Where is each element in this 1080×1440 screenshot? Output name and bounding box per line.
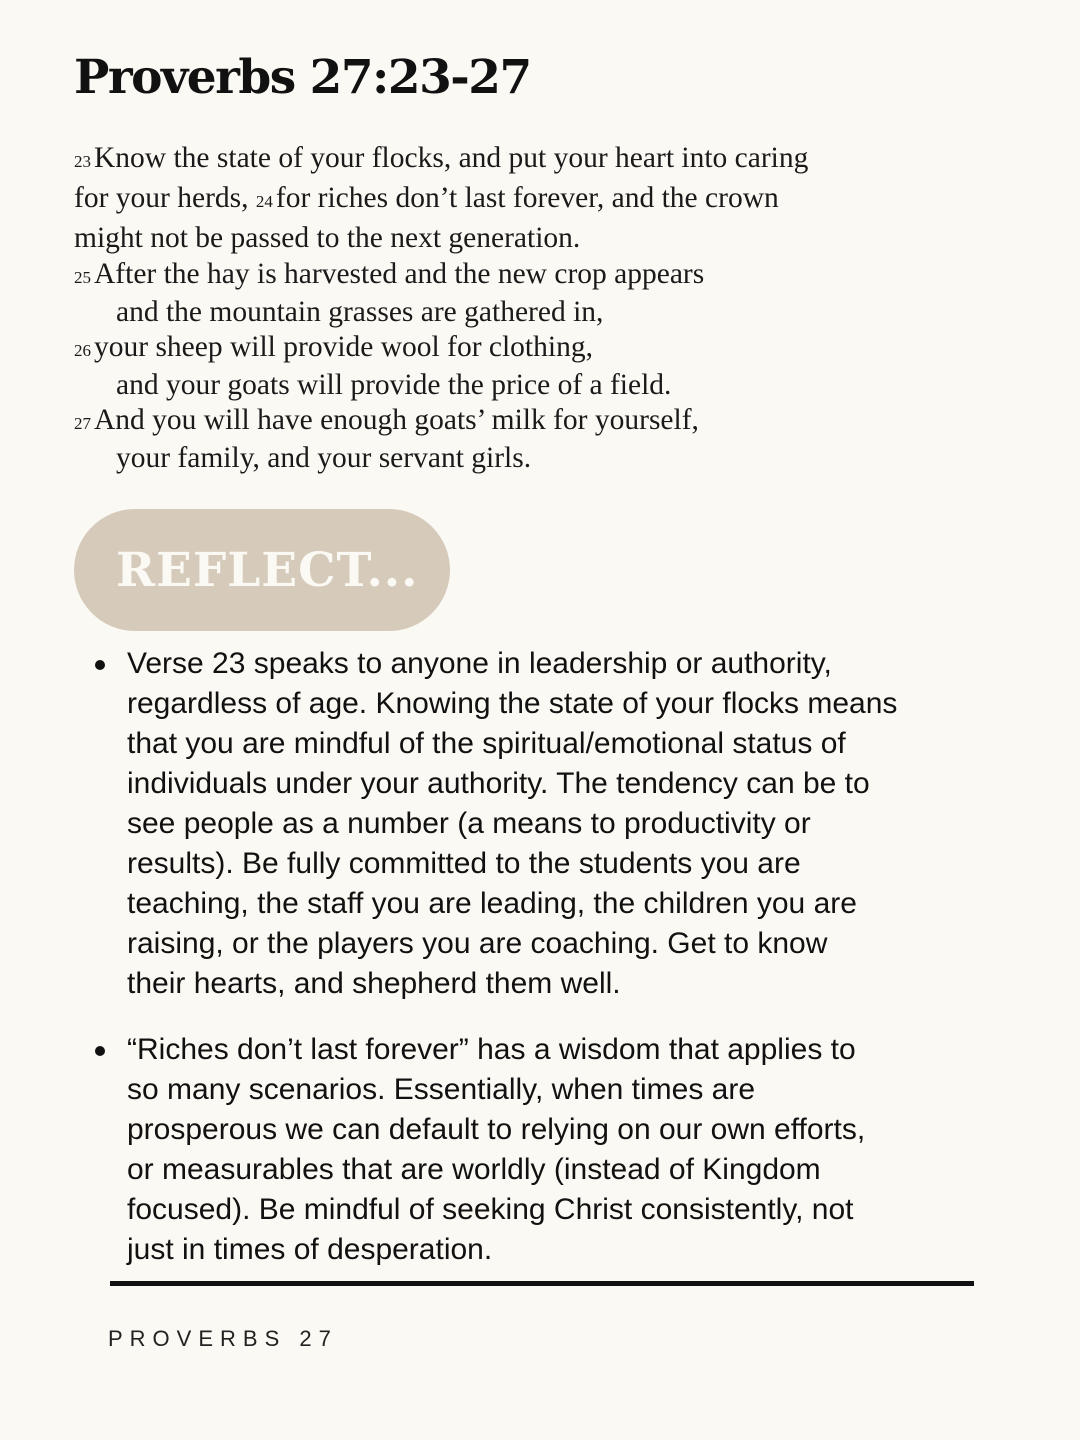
scripture-line (74, 330, 994, 368)
verse-number: 27 (74, 414, 91, 433)
verse-text: might not be passed to the next generation. (74, 222, 581, 254)
footer-label: PROVERBS 27 (108, 1326, 338, 1351)
scripture-line: your family, and your servant girls. (116, 442, 532, 474)
bullet-icon (95, 660, 105, 670)
reflect-badge (74, 509, 450, 631)
verse-text: After the hay is harvested and the new crop appears (94, 258, 705, 290)
verse-number: 26 (74, 341, 91, 360)
scripture-line (74, 257, 994, 295)
reflection-line: teaching, the staff you are leading, the children you are (127, 887, 857, 920)
scripture-passage (74, 140, 994, 476)
reflection-list (127, 644, 1027, 1296)
scripture-line (74, 220, 994, 257)
verse-25 (74, 257, 994, 330)
verse-27 (74, 403, 994, 476)
reflection-line: raising, or the players you are coaching. Get to know (127, 927, 828, 960)
reflection-line: individuals under your authority. The tendency can be to (127, 767, 870, 800)
scripture-line: and the mountain grasses are gathered in, (116, 296, 604, 328)
reflection-line: so many scenarios. Essentially, when times are (127, 1073, 756, 1106)
reflection-line: Verse 23 speaks to anyone in leadership or authority, (127, 647, 832, 680)
verse-text: your sheep will provide wool for clothing, (94, 331, 593, 363)
verse-26 (74, 330, 994, 403)
scripture-line (74, 140, 994, 180)
reflection-line: or measurables that are worldly (instead of Kingdom (127, 1153, 821, 1186)
bullet-icon (95, 1046, 105, 1056)
verse-text: Know the state of your flocks, and put your heart into caring (94, 142, 809, 174)
reflection-line: regardless of age. Knowing the state of your flocks means (127, 687, 898, 720)
reflection-line: their hearts, and shepherd them well. (127, 967, 621, 1000)
verse-text: for riches don’t last forever, and the crown (275, 182, 779, 214)
page-title: Proverbs 27:23-27 (74, 50, 531, 105)
verse-number: 24 (255, 192, 273, 211)
scripture-line (74, 180, 994, 220)
reflection-line: that you are mindful of the spiritual/emotional status of (127, 727, 846, 760)
reflection-item (127, 1030, 1027, 1270)
reflection-line: prosperous we can default to relying on our own efforts, (127, 1113, 866, 1146)
scripture-line: and your goats will provide the price of a field. (116, 369, 672, 401)
verse-23-24 (74, 140, 994, 257)
reflection-item (127, 644, 1027, 1004)
reflection-line: see people as a number (a means to productivity or (127, 807, 811, 840)
verse-number: 23 (74, 152, 91, 171)
verse-text: And you will have enough goats’ milk for yourself, (94, 404, 699, 436)
reflection-line: “Riches don’t last forever” has a wisdom that applies to (127, 1033, 856, 1066)
verse-text: for your herds, (74, 182, 249, 214)
reflection-line: results). Be fully committed to the students you are (127, 847, 801, 880)
scripture-line (74, 403, 994, 441)
verse-number: 25 (74, 268, 91, 287)
divider-line (110, 1281, 974, 1286)
reflection-line: focused). Be mindful of seeking Christ consistently, not (127, 1193, 854, 1226)
reflect-heading: REFLECT... (116, 542, 419, 598)
reflection-line: just in times of desperation. (127, 1233, 493, 1266)
